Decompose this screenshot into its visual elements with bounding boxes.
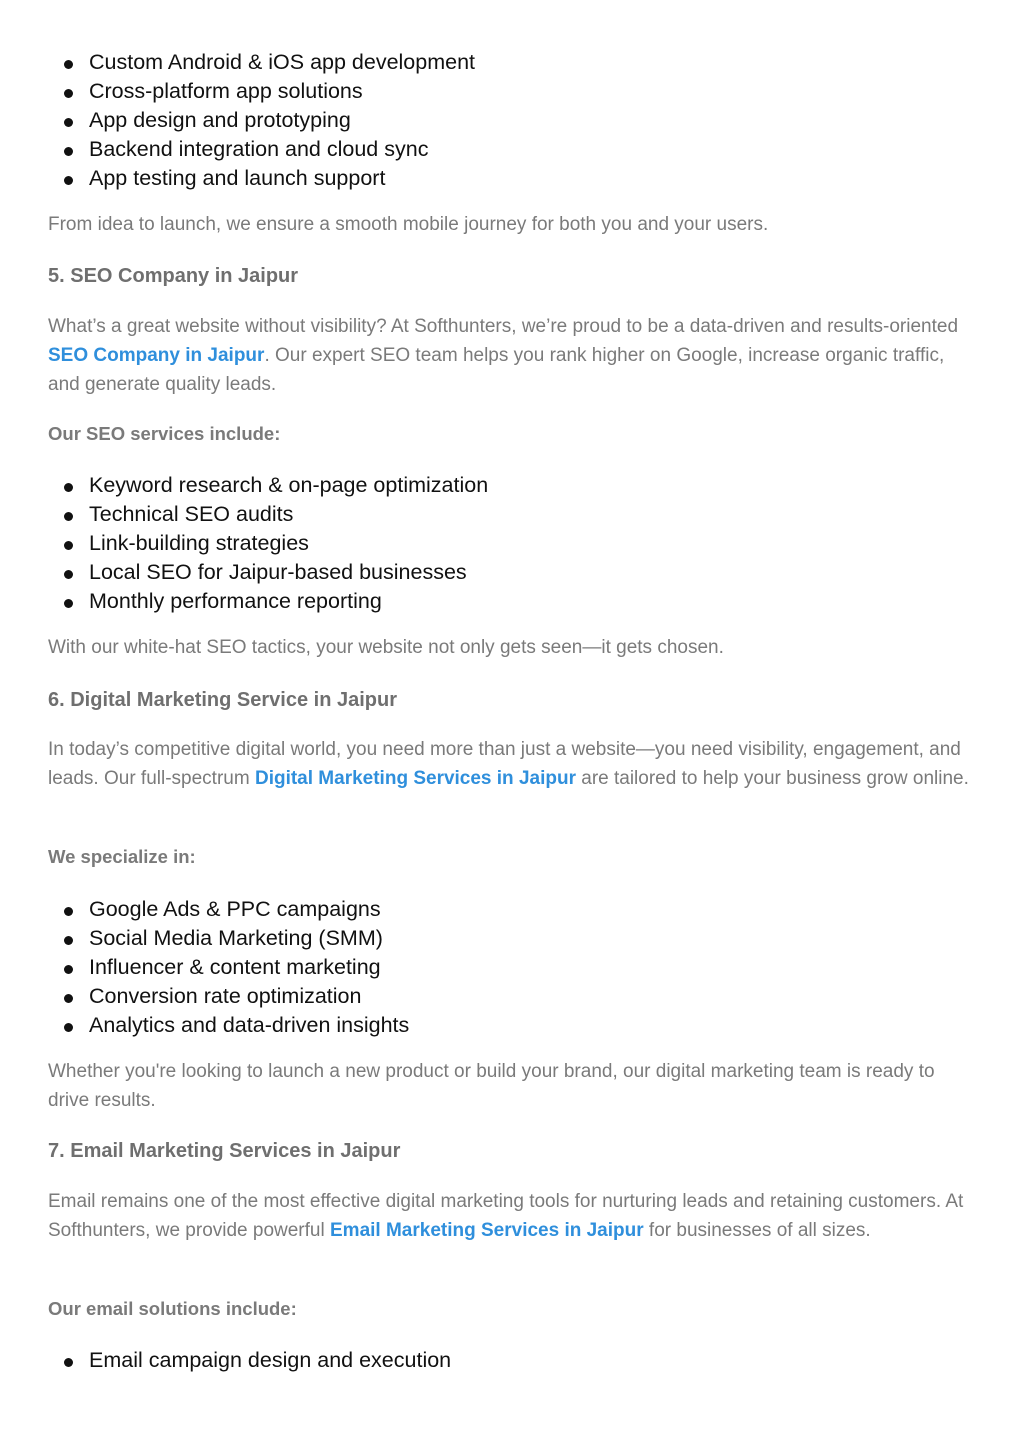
seo-closing-paragraph: With our white-hat SEO tactics, your website not only gets seen—it gets chosen.	[48, 637, 724, 658]
seo-intro-text-end: . Our expert SEO team helps you rank higher on Google, increase organic traffic, and generate quality leads.	[48, 345, 945, 395]
digital-intro-paragraph	[48, 735, 978, 793]
email-marketing-link[interactable]: Email Marketing Services in Jaipur	[330, 1220, 644, 1241]
seo-intro-paragraph	[48, 312, 978, 399]
digital-services-list	[48, 895, 409, 1040]
digital-intro-text: In today’s competitive digital world, you need more than just a website—you need visibility, engagement, and leads. Our full-spectrum	[48, 739, 961, 789]
digital-closing-paragraph: Whether you're looking to launch a new product or build your brand, our digital marketing team is ready to drive results.	[48, 1061, 935, 1111]
list-item: Technical SEO audits	[48, 500, 488, 529]
list-item: Analytics and data-driven insights	[48, 1011, 409, 1040]
seo-intro-text: What’s a great website without visibility? At Softhunters, we’re proud to be a data-driven and results-oriented	[48, 316, 959, 337]
app-closing-paragraph: From idea to launch, we ensure a smooth mobile journey for both you and your users.	[48, 214, 769, 235]
list-item: Social Media Marketing (SMM)	[48, 924, 409, 953]
list-item: Monthly performance reporting	[48, 587, 488, 616]
list-item: App testing and launch support	[48, 164, 475, 193]
list-item: Custom Android & iOS app development	[48, 48, 475, 77]
seo-services-list	[48, 471, 488, 616]
digital-marketing-link[interactable]: Digital Marketing Services in Jaipur	[254, 768, 576, 789]
list-item: Google Ads & PPC campaigns	[48, 895, 409, 924]
seo-services-subheading: Our SEO services include:	[48, 423, 281, 444]
seo-heading: 5. SEO Company in Jaipur	[48, 265, 299, 287]
list-item: Keyword research & on-page optimization	[48, 471, 488, 500]
list-item: Backend integration and cloud sync	[48, 135, 475, 164]
email-marketing-heading: 7. Email Marketing Services in Jaipur	[48, 1140, 401, 1162]
email-intro-text-end: for businesses of all sizes.	[643, 1220, 871, 1241]
digital-intro-text-end: are tailored to help your business grow online.	[575, 768, 969, 789]
list-item: Link-building strategies	[48, 529, 488, 558]
list-item: Influencer & content marketing	[48, 953, 409, 982]
list-item: App design and prototyping	[48, 106, 475, 135]
list-item: Conversion rate optimization	[48, 982, 409, 1011]
digital-services-subheading: We specialize in:	[48, 846, 196, 867]
list-item: Cross-platform app solutions	[48, 77, 475, 106]
list-item: Local SEO for Jaipur-based businesses	[48, 558, 488, 587]
app-services-list	[48, 48, 475, 193]
email-solutions-subheading: Our email solutions include:	[48, 1298, 297, 1319]
email-intro-paragraph	[48, 1187, 978, 1245]
seo-company-link[interactable]: SEO Company in Jaipur	[48, 345, 265, 366]
list-item: Email campaign design and execution	[48, 1346, 451, 1375]
digital-marketing-heading: 6. Digital Marketing Service in Jaipur	[48, 689, 398, 711]
email-solutions-list	[48, 1346, 451, 1375]
email-intro-text: Email remains one of the most effective digital marketing tools for nurturing leads and retaining customers. At Softhunters, we provide powerful	[48, 1191, 964, 1241]
